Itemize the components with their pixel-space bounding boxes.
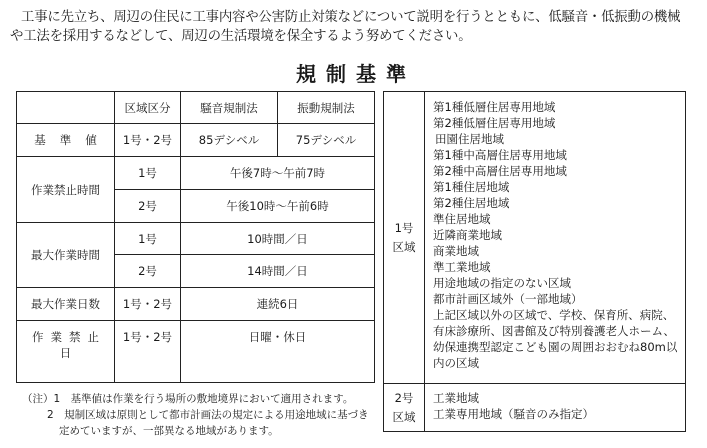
footnotes [22,391,369,439]
cell-max-hours-value: 14時間／日 [181,255,375,288]
table-row-prohibited-days [17,321,375,383]
cell-zone: 1号・2号 [115,124,181,157]
zone2-area-list [425,384,686,432]
footnote-2: 2 規制区域は原則として都市計画法の規定による用途地域に基づき [47,409,369,421]
row-label-max-hours: 最大作業時間 [17,223,115,288]
list-item: 上記区域以外の区域で、学校、保育所、病院、 [433,308,675,322]
list-item: 幼保連携型認定こども園の周囲おおむね80m以 [433,340,678,354]
intro-line-1: 工事に先立ち、周辺の住民に工事内容や公害防止対策などについて説明を行うとともに、低騒音・低振動の機械 [21,10,681,25]
list-item: 用途地域の指定のない区域 [433,276,571,290]
zone1-label-line2: 区域 [392,239,416,254]
table-row-prohibited-hours-1 [17,157,375,190]
zone2-row [384,384,686,432]
cell-zone: 1号 [115,223,181,255]
zone1-label [384,92,425,384]
list-item: 第2種住居地域 [433,196,510,210]
list-item: 準工業地域 [433,260,491,274]
zone-classification-table [383,91,686,432]
regulation-standards-table [16,91,375,383]
cell-vibration-standard: 75デシベル [278,124,375,157]
cell-noise-standard: 85デシベル [181,124,278,157]
list-item: 第1種中高層住居専用地域 [433,148,567,162]
cell-zone: 2号 [115,255,181,288]
zone1-row [384,92,686,384]
cell-zone: 1号・2号 [115,288,181,321]
list-item: 内の区域 [433,356,479,370]
header-zone-class: 区域区分 [115,92,181,124]
list-item: 準住居地域 [433,212,491,226]
list-item: 工業地域 [433,391,479,405]
list-item: 工業専用地域（騒音のみ指定） [433,407,594,421]
cell-max-hours-value: 10時間／日 [181,223,375,255]
row-label-prohibited-hours: 作業禁止時間 [17,157,115,223]
list-item: 近隣商業地域 [433,228,502,242]
row-label-standard-value: 基準値 [17,124,115,157]
footnote-2-continued: 定めていますが、一部異なる地域があります。 [59,425,279,437]
list-item: 第2種中高層住居専用地域 [433,164,567,178]
zone1-area-list [425,92,686,384]
list-item: 商業地域 [433,244,479,258]
header-vibration-law: 振動規制法 [278,92,375,124]
list-item: 第1種住居地域 [433,180,510,194]
zone2-label-line1: 2号 [394,390,414,405]
intro-paragraph [10,8,705,46]
list-item: 田園住居地域 [435,132,504,146]
table-header-row [17,92,375,124]
cell-prohibited-days-value: 日曜・休日 [181,321,375,383]
cell-max-days-value: 連続6日 [181,288,375,321]
cell-zone: 1号・2号 [115,321,181,383]
cell-zone: 1号 [115,157,181,190]
cell-prohibited-hours-value: 午後7時～午前7時 [181,157,375,190]
row-label-prohibited-days: 作業禁止日 [17,321,115,383]
list-item: 有床診療所、図書館及び特別養護老人ホーム、 [433,324,675,338]
intro-line-2: や工法を採用するなどして、周辺の生活環境を保全するよう努めてください。 [10,29,472,44]
list-item: 第2種低層住居専用地域 [433,116,556,130]
page-title: 規制基準 [296,62,416,86]
zone2-label-line2: 区域 [392,409,416,424]
list-item: 都市計画区域外（一部地域） [433,292,583,306]
header-noise-law: 騒音規制法 [181,92,278,124]
cell-zone: 2号 [115,190,181,223]
row-label-max-days: 最大作業日数 [17,288,115,321]
list-item: 第1種低層住居専用地域 [433,100,556,114]
table-row-max-days [17,288,375,321]
table-row-max-hours-1 [17,223,375,255]
footnote-1: （注）1 基準値は作業を行う場所の敷地境界において適用されます。 [22,393,354,405]
header-blank [17,92,115,124]
zone2-label [384,384,425,432]
table-row-standard [17,124,375,157]
cell-prohibited-hours-value: 午後10時～午前6時 [181,190,375,223]
zone1-label-line1: 1号 [394,220,414,235]
